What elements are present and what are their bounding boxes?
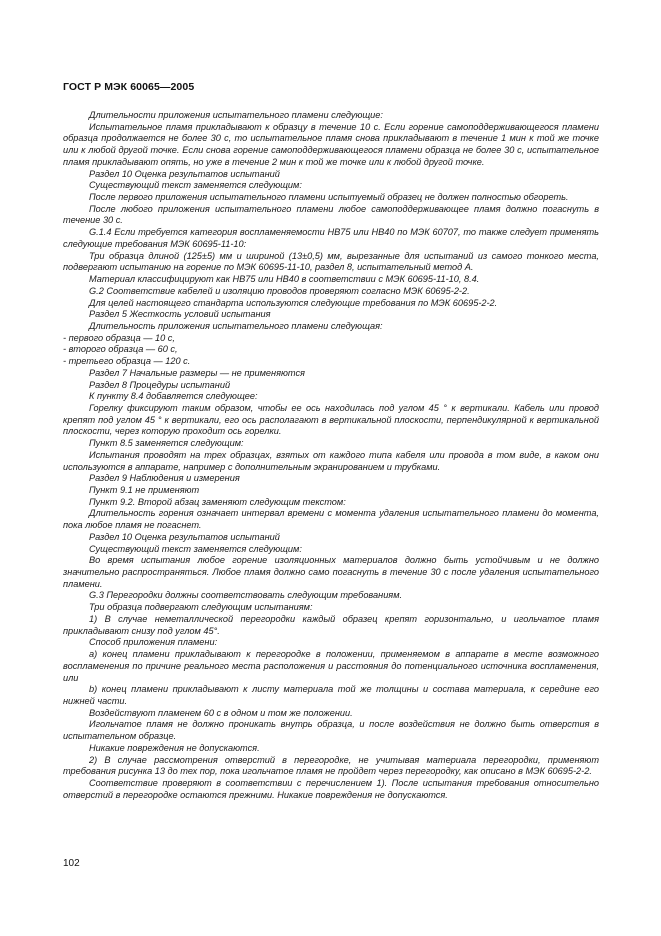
paragraph: Испытательное пламя прикладывают к образцу в течение 10 с. Если горение самоподдерживающегося пламени образца продолжается не более 30 с, то испытательное пламя снова прикладывают в течение 1 мин к той же точке или к любой другой точке. Если снова горение самоподдерживающегося пламени образца не более 30 с, испытательное пламя прикладывают опять, но уже в течение 2 мин к той же точке или к любой другой точке. [63,121,599,167]
paragraph: Игольчатое пламя не должно проникать внутрь образца, и после воздействия не должно быть отверстия в испытательном образце. [63,719,599,742]
paragraph: Раздел 5 Жесткость условий испытания [89,309,271,320]
paragraph: Соответствие проверяют в соответствии с перечислением 1). После испытания требования относительно отверстий в перегородке остаются прежними. Никакие повреждения не допускаются. [63,777,599,800]
page-number: 102 [63,858,80,869]
paragraph: Способ приложения пламени: [89,637,218,648]
paragraph: G.3 Перегородки должны соответствовать следующим требованиям. [89,590,403,601]
paragraph: Пункт 9.2. Второй абзац заменяют следующим текстом: [89,496,346,507]
paragraph: Никакие повреждения не допускаются. [89,742,260,753]
document-body [63,110,599,801]
paragraph: Раздел 9 Наблюдения и измерения [89,473,240,484]
paragraph: Три образца подвергают следующим испытаниям: [89,602,313,613]
paragraph: Испытания проводят на трех образцах, взятых от каждого типа кабеля или провода в том виде, в каком они используются в аппарате, например с дополнительным экранированием и трубками. [63,449,599,472]
paragraph: Раздел 10 Оценка результатов испытаний [89,531,280,542]
paragraph: После любого приложения испытательного пламени любое самоподдерживающее пламя должно погаснуть в течение 30 с. [63,203,599,226]
paragraph: Материал классифицируют как НВ75 или НВ40 в соответствии с МЭК 60695-11-10, 8.4. [89,274,480,285]
paragraph: Пункт 9.1 не применяют [89,485,200,495]
paragraph: G.2 Соответствие кабелей и изоляцию проводов проверяют согласно МЭК 60695-2-2. [89,285,470,296]
document-header-title: ГОСТ Р МЭК 60065—2005 [63,81,195,93]
paragraph: Длительность приложения испытательного пламени следующая: [89,320,383,331]
paragraph: Существующий текст заменяется следующим: [89,543,302,554]
paragraph: Существующий текст заменяется следующим: [89,180,302,191]
paragraph: К пункту 8.4 добавляется следующее: [89,391,258,402]
paragraph: Три образца длиной (125±5) мм и шириной (13±0,5) мм, вырезанные для испытаний из самого тонкого места, подвергают испытанию на горение по МЭК 60695-11-10, раздел 8, испытательный метод А. [63,250,599,273]
paragraph: Раздел 10 Оценка результатов испытаний [89,168,280,179]
list-item: - третьего образца — 120 с. [63,356,191,367]
paragraph: Раздел 8 Процедуры испытаний [89,379,231,390]
paragraph: Во время испытания любое горение изоляционных материалов должно быть устойчивым и не должно значительно распространяться. Любое пламя должно само погаснуть в течение 30 с после удаления испытательного пламени. [63,555,599,589]
paragraph: Длительности приложения испытательного пламени следующие: [89,110,383,120]
list-item: - первого образца — 10 с, [63,332,175,343]
paragraph: b) конец пламени прикладывают к листу материала той же толщины и состава материала, к середине его нижней части. [63,684,599,706]
paragraph: а) конец пламени прикладывают к перегородке в положении, применяемом в аппарате в месте возможного воспламенения по причине реального места расположения и расстояния до потенциального источника воспламенения, или [63,649,599,683]
paragraph: Воздействуют пламенем 60 с в одном и том же положении. [89,707,353,718]
list-item: - второго образца — 60 с, [63,344,178,355]
paragraph: 2) В случае рассмотрения отверстий в перегородке, не учитывая материала перегородки, применяют требования рисунка 13 до тех пор, пока игольчатое пламя не пройдет через перегородку, как описано в МЭК 60695-2-2. [63,754,599,777]
paragraph: Длительность горения означает интервал времени с момента удаления испытательного пламени до момента, пока любое пламя не погаснет. [63,508,599,531]
paragraph: После первого приложения испытательного пламени испытуемый образец не должен полностью обгореть. [89,192,569,203]
paragraph: Для целей настоящего стандарта используются следующие требования по МЭК 60695-2-2. [89,297,498,308]
paragraph: Раздел 7 Начальные размеры — не применяются [89,367,305,378]
paragraph: Пункт 8.5 заменяется следующим: [89,438,244,449]
paragraph: 1) В случае неметаллической перегородки каждый образец крепят горизонтально, и игольчатое пламя прикладывают снизу под углом 45°. [63,613,599,636]
paragraph: Горелку фиксируют таким образом, чтобы ее ось находилась под углом 45 ° к вертикали. Кабель или провод крепят под углом 45 ° к вертикали, его ось располагают в вертикальной плоскости, перпендикулярной к вертикальной плоскости, через которую проходит ось горелки. [63,402,599,437]
paragraph: G.1.4 Если требуется категория воспламеняемости НВ75 или НВ40 по МЭК 60707, то также следует применять следующие требования МЭК 60695-11-10: [63,227,599,249]
